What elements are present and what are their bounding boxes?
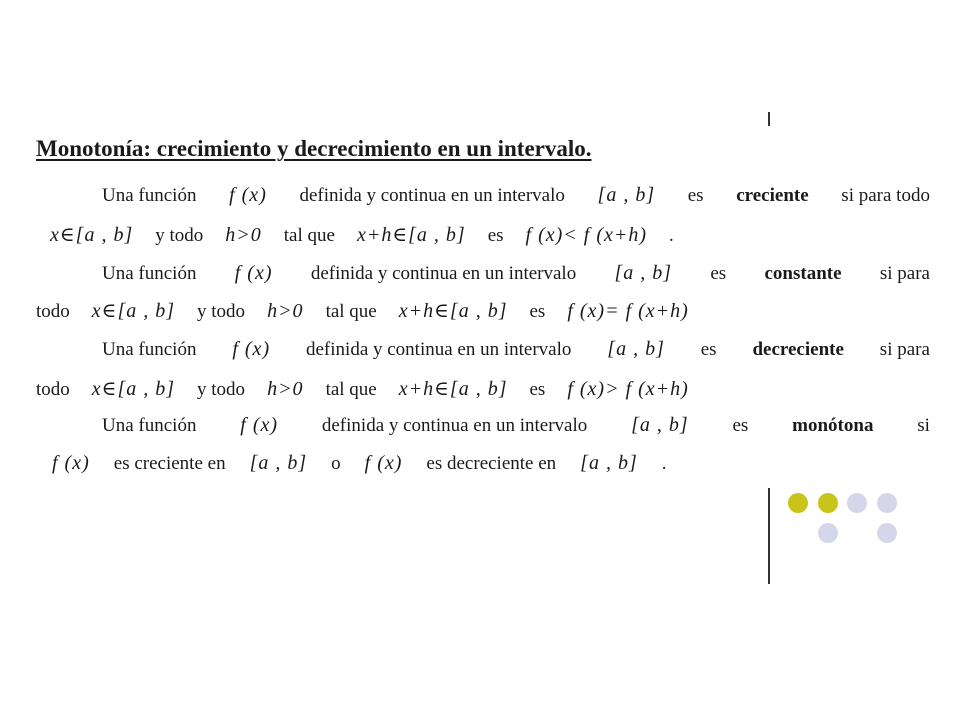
definition-line-1 bbox=[102, 338, 930, 361]
math-expression: [a , b] bbox=[631, 414, 689, 436]
text-run: es bbox=[700, 339, 717, 360]
text-run: definida y continua en un intervalo bbox=[321, 415, 588, 436]
math-expression: x∈[a , b] bbox=[91, 300, 176, 322]
text-run: si para bbox=[879, 339, 930, 360]
text-run: Una función bbox=[102, 263, 197, 284]
text-run: tal que bbox=[325, 301, 377, 322]
text-run: es bbox=[529, 379, 546, 400]
term-bold: decreciente bbox=[752, 339, 844, 360]
definition-line-1 bbox=[102, 184, 930, 207]
text-run: tal que bbox=[283, 225, 335, 246]
definition-line-2 bbox=[52, 452, 667, 475]
text-run: todo bbox=[36, 379, 70, 400]
math-expression: [a , b] bbox=[580, 452, 638, 474]
math-expression: [a , b] bbox=[249, 452, 308, 474]
term-bold: creciente bbox=[736, 185, 809, 206]
math-expression: f (x)> f (x+h) bbox=[567, 378, 689, 400]
math-expression: x+h∈[a , b] bbox=[398, 378, 508, 400]
term-bold: constante bbox=[764, 263, 842, 284]
text-run: . bbox=[669, 225, 674, 246]
math-expression: f (x) bbox=[232, 338, 271, 360]
text-run: y todo bbox=[197, 379, 246, 400]
math-expression: h>0 bbox=[225, 224, 262, 246]
text-run: si para bbox=[879, 263, 930, 284]
math-expression: [a , b] bbox=[607, 338, 665, 360]
decor-dot bbox=[818, 493, 838, 513]
text-run: es creciente en bbox=[113, 453, 226, 474]
math-expression: f (x) bbox=[229, 184, 267, 206]
math-expression: f (x) bbox=[364, 452, 403, 474]
definition-line-2 bbox=[36, 376, 689, 401]
page-title: Monotonía: crecimiento y decrecimiento en un intervalo. bbox=[36, 136, 592, 161]
decor-dot bbox=[877, 523, 897, 543]
definition-line-1 bbox=[102, 414, 930, 437]
math-expression: x∈[a , b] bbox=[91, 378, 176, 400]
math-expression: f (x)= f (x+h) bbox=[567, 300, 689, 322]
math-expression: [a , b] bbox=[614, 262, 673, 284]
math-expression: h>0 bbox=[267, 378, 304, 400]
text-run: es bbox=[732, 415, 749, 436]
math-expression: [a , b] bbox=[597, 184, 656, 206]
text-run: si bbox=[917, 415, 930, 436]
text-run: es bbox=[487, 225, 504, 246]
math-expression: x+h∈[a , b] bbox=[398, 300, 508, 322]
text-run: tal que bbox=[325, 379, 377, 400]
text-run: todo bbox=[36, 301, 70, 322]
text-run: es bbox=[529, 301, 546, 322]
text-run: es decreciente en bbox=[426, 453, 557, 474]
text-run: Una función bbox=[102, 339, 197, 360]
text-run: si para todo bbox=[841, 185, 930, 206]
decor-dot bbox=[788, 493, 808, 513]
text-run: y todo bbox=[155, 225, 204, 246]
math-expression: f (x) bbox=[234, 262, 273, 284]
text-run: Una función bbox=[102, 185, 197, 206]
text-run: es bbox=[687, 185, 704, 206]
text-run: o bbox=[331, 453, 341, 474]
text-run: y todo bbox=[197, 301, 246, 322]
text-run: definida y continua en un intervalo bbox=[306, 339, 572, 360]
term-bold: monótona bbox=[792, 415, 874, 436]
math-expression: f (x) bbox=[52, 452, 90, 474]
decor-dot bbox=[818, 523, 838, 543]
definition-line-2 bbox=[50, 222, 674, 247]
math-expression: f (x)< f (x+h) bbox=[525, 224, 648, 246]
math-expression: f (x) bbox=[240, 414, 279, 436]
definition-line-1 bbox=[102, 262, 930, 285]
text-run: es bbox=[710, 263, 727, 284]
text-run: . bbox=[661, 453, 667, 474]
text-run: Una función bbox=[102, 415, 197, 436]
math-expression: h>0 bbox=[267, 300, 304, 322]
decor-dot bbox=[877, 493, 897, 513]
text-run: definida y continua en un intervalo bbox=[299, 185, 565, 206]
math-expression: x∈[a , b] bbox=[50, 224, 134, 246]
decor-dot bbox=[847, 493, 867, 513]
text-run: definida y continua en un intervalo bbox=[310, 263, 577, 284]
definition-line-2 bbox=[36, 298, 689, 323]
math-expression: x+h∈[a , b] bbox=[356, 224, 466, 246]
